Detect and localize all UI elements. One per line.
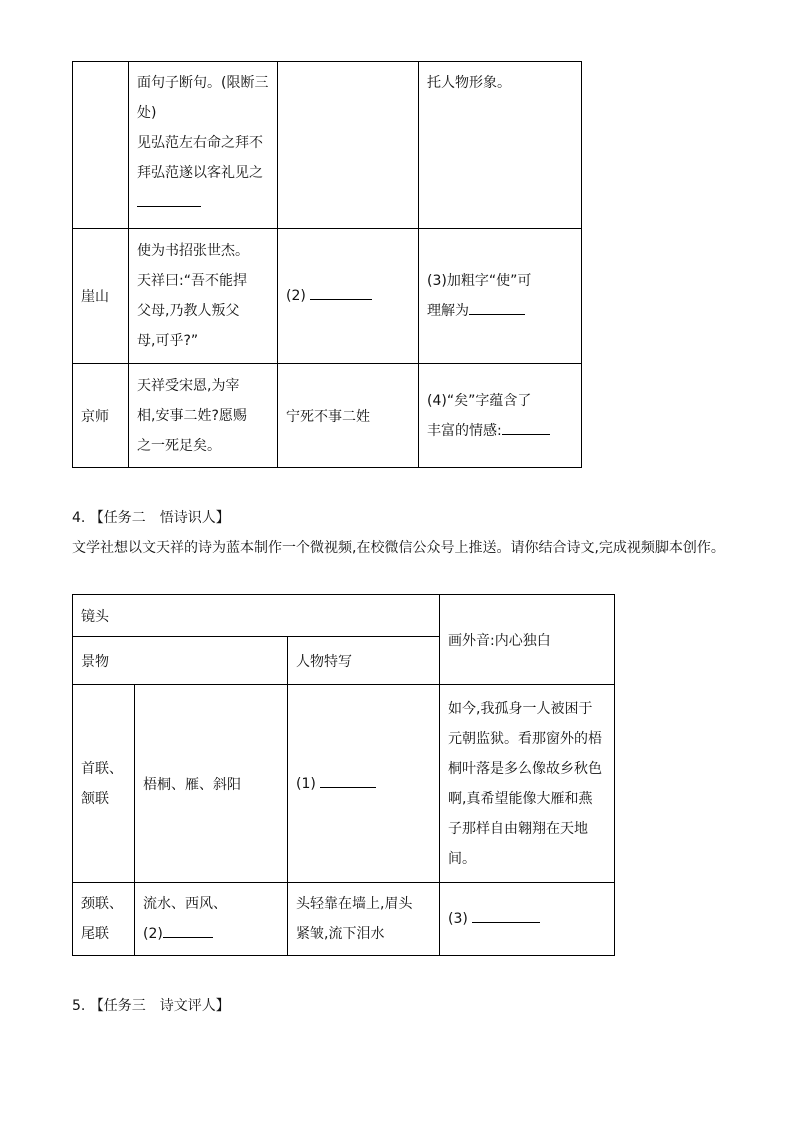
figure-cell <box>288 883 440 956</box>
question-number: (1) <box>296 775 316 792</box>
answer-blank[interactable] <box>472 921 540 923</box>
text-line: 相,安事二姓?愿赐 <box>137 407 247 424</box>
scene-cell: 梧桐、雁、斜阳 <box>135 685 288 883</box>
question-number: (2) <box>286 288 306 304</box>
text-line: 紧皱,流下泪水 <box>296 926 385 942</box>
voice-cell <box>440 685 615 883</box>
text-line: (3)加粗字“使”可 <box>427 273 532 289</box>
table1-row3-answer: 宁死不事二姓 <box>278 364 419 468</box>
text-line: 元朝监狱。看那窗外的梧 <box>448 730 602 747</box>
question-number: (3) <box>448 911 468 927</box>
table1-row3-question <box>419 364 582 468</box>
text-line: 之一死足矣。 <box>137 437 221 454</box>
section-heading: 4. 【任务二 悟诗识人】 <box>72 510 230 526</box>
text-line: 如今,我孤身一人被困于 <box>448 700 593 717</box>
answer-blank[interactable] <box>469 313 525 315</box>
text-line: 面句子断句。(限断三 <box>137 75 269 91</box>
text-line: 桐叶落是多么像故乡秋色 <box>448 760 602 777</box>
place-label: 京师 <box>73 364 129 468</box>
table1-row1-col3 <box>278 62 419 229</box>
text-line: 见弘范左右命之拜不 <box>137 135 263 151</box>
text-line: 处) <box>137 105 157 121</box>
text-line: 天祥受宋恩,为宰 <box>137 377 240 394</box>
video-script-table <box>72 594 615 956</box>
table1-row1-col4 <box>419 62 582 229</box>
reading-table <box>72 61 582 468</box>
answer-blank[interactable] <box>310 298 372 300</box>
text-line: 颔联 <box>81 790 109 807</box>
scene-cell <box>135 883 288 956</box>
text-line: 丰富的情感: <box>427 422 502 439</box>
table1-row1-col1 <box>73 62 129 229</box>
text-line: 颈联、 <box>81 896 123 912</box>
text-line: 理解为 <box>427 303 469 319</box>
text-line: 首联、 <box>81 760 123 777</box>
place-label: 崖山 <box>73 229 129 364</box>
text-line: (4)“矣”字蕴含了 <box>427 392 532 409</box>
text-line: 头轻靠在墙上,眉头 <box>296 896 413 912</box>
section-heading: 5. 【任务三 诗文评人】 <box>72 998 230 1014</box>
table1-row2-question <box>419 229 582 364</box>
question-number: (2) <box>143 926 163 942</box>
figure-cell <box>288 685 440 883</box>
lines-label <box>73 883 135 956</box>
header-figure: 人物特写 <box>288 637 440 685</box>
table1-row2-text <box>129 229 278 364</box>
text-line: 流水、西风、 <box>143 896 227 912</box>
text-line: 尾联 <box>81 926 109 942</box>
section-paragraph: 文学社想以文天祥的诗为蓝本制作一个微视频,在校微信公众号上推送。请你结合诗文,完成视频脚本创作。 <box>72 540 725 556</box>
text-line: 啊,真希望能像大雁和燕 <box>448 790 593 807</box>
table1-row1-text <box>129 62 278 229</box>
voice-cell <box>440 883 615 956</box>
text-line: 间。 <box>448 850 476 867</box>
table1-row3-text <box>129 364 278 468</box>
text-line: 拜弘范遂以客礼见之 <box>137 165 263 181</box>
answer-blank[interactable] <box>502 433 550 435</box>
text-line: 天祥曰:“吾不能捍 <box>137 273 247 289</box>
lines-label <box>73 685 135 883</box>
text-line: 父母,乃教人叛父 <box>137 303 240 319</box>
text-line: 使为书招张世杰。 <box>137 243 249 259</box>
header-shot: 镜头 <box>73 595 440 637</box>
text-line: 子那样自由翱翔在天地 <box>448 820 588 837</box>
text-line: 母,可乎?” <box>137 333 199 349</box>
header-voice: 画外音:内心独白 <box>440 595 615 685</box>
answer-blank[interactable] <box>320 786 376 788</box>
answer-blank[interactable] <box>163 936 213 938</box>
answer-blank[interactable] <box>137 205 201 207</box>
text-line: 托人物形象。 <box>427 75 511 91</box>
table1-row2-answer <box>278 229 419 364</box>
header-scene: 景物 <box>73 637 288 685</box>
